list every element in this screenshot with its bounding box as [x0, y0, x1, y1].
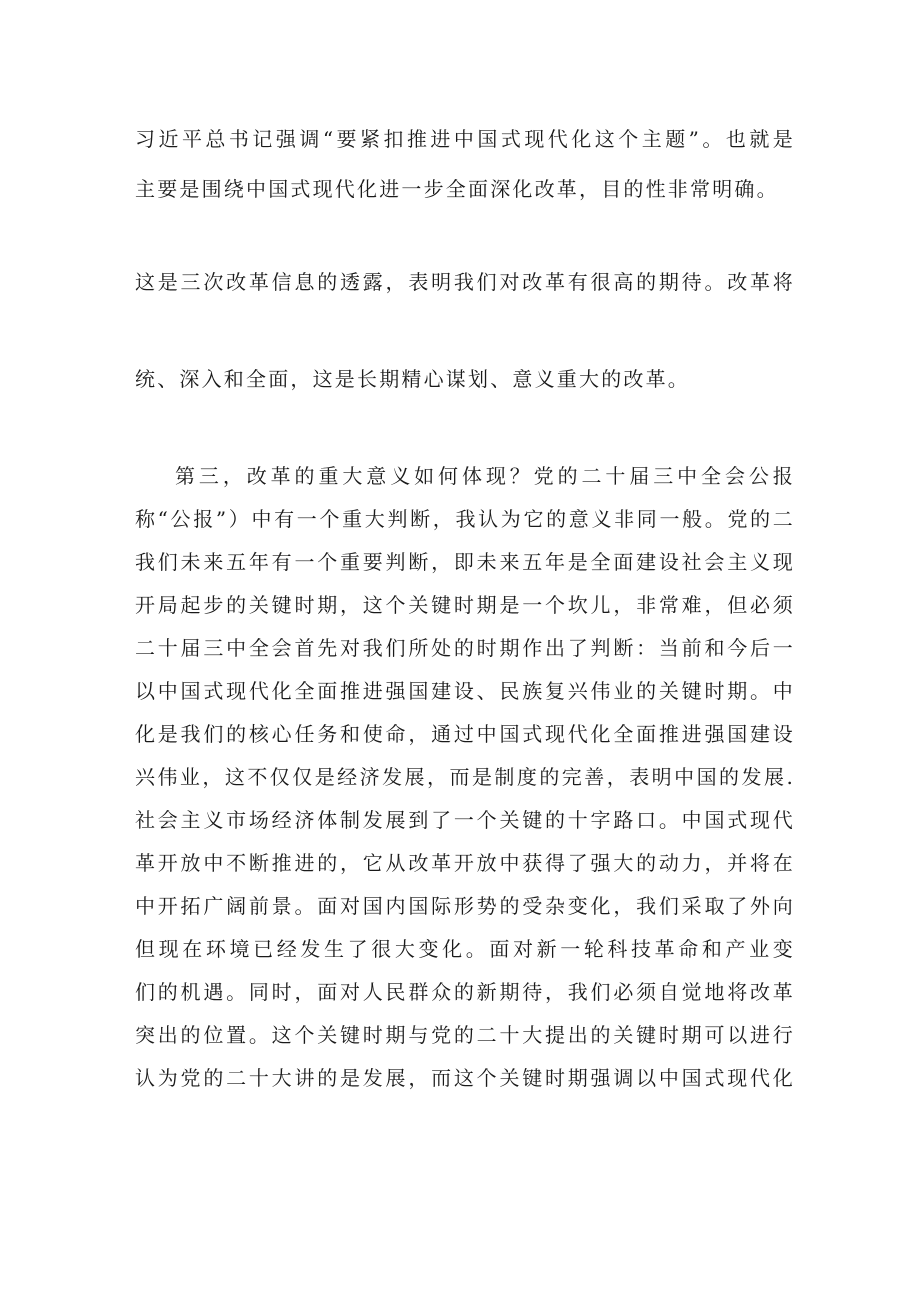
text-line: 认为党的二十大讲的是发展，而这个关键时期强调以中国式现代化 — [135, 1066, 795, 1090]
text-line: 我们未来五年有一个重要判断，即未来五年是全面建设社会主义现 — [135, 550, 795, 574]
text-line: 兴伟业，这不仅仅是经济发展，而是制度的完善，表明中国的发展. — [135, 765, 795, 789]
text-line: 称“公报”）中有一个重大判断，我认为它的意义非同一般。党的二 — [135, 507, 795, 531]
text-line: 这是三次改革信息的透露，表明我们对改革有很高的期待。改革将 — [135, 270, 795, 294]
text-line: 们的机遇。同时，面对人民群众的新期待，我们必须自觉地将改革 — [135, 980, 795, 1004]
text-line: 二十届三中全会首先对我们所处的时期作出了判断：当前和今后一 — [135, 636, 795, 660]
text-line: 中开拓广阔前景。面对国内国际形势的受杂变化，我们采取了外向 — [135, 894, 795, 918]
paragraph-first-line: 第三，改革的重大意义如何体现？党的二十届三中全会公报 — [175, 464, 795, 488]
text-line: 但现在环境已经发生了很大变化。面对新一轮科技革命和产业变 — [135, 937, 795, 961]
text-line: 革开放中不断推进的，它从改革开放中获得了强大的动力，并将在 — [135, 851, 795, 875]
text-line: 社会主义市场经济体制发展到了一个关键的十字路口。中国式现代 — [135, 808, 795, 832]
text-line: 突出的位置。这个关键时期与党的二十大提出的关键时期可以进行 — [135, 1023, 795, 1047]
text-line: 开局起步的关键时期，这个关键时期是一个坎儿，非常难，但必须 — [135, 593, 795, 617]
text-line: 统、深入和全面，这是长期精心谋划、意义重大的改革。 — [135, 367, 690, 391]
text-line: 化是我们的核心任务和使命，通过中国式现代化全面推进强国建设 — [135, 722, 795, 746]
text-line: 以中国式现代化全面推进强国建设、民族复兴伟业的关键时期。中 — [135, 679, 795, 703]
text-line: 主要是围绕中国式现代化进一步全面深化改革，目的性非常明确。 — [135, 177, 779, 201]
text-line: 习近平总书记强调“要紧扣推进中国式现代化这个主题”。也就是 — [135, 127, 795, 151]
